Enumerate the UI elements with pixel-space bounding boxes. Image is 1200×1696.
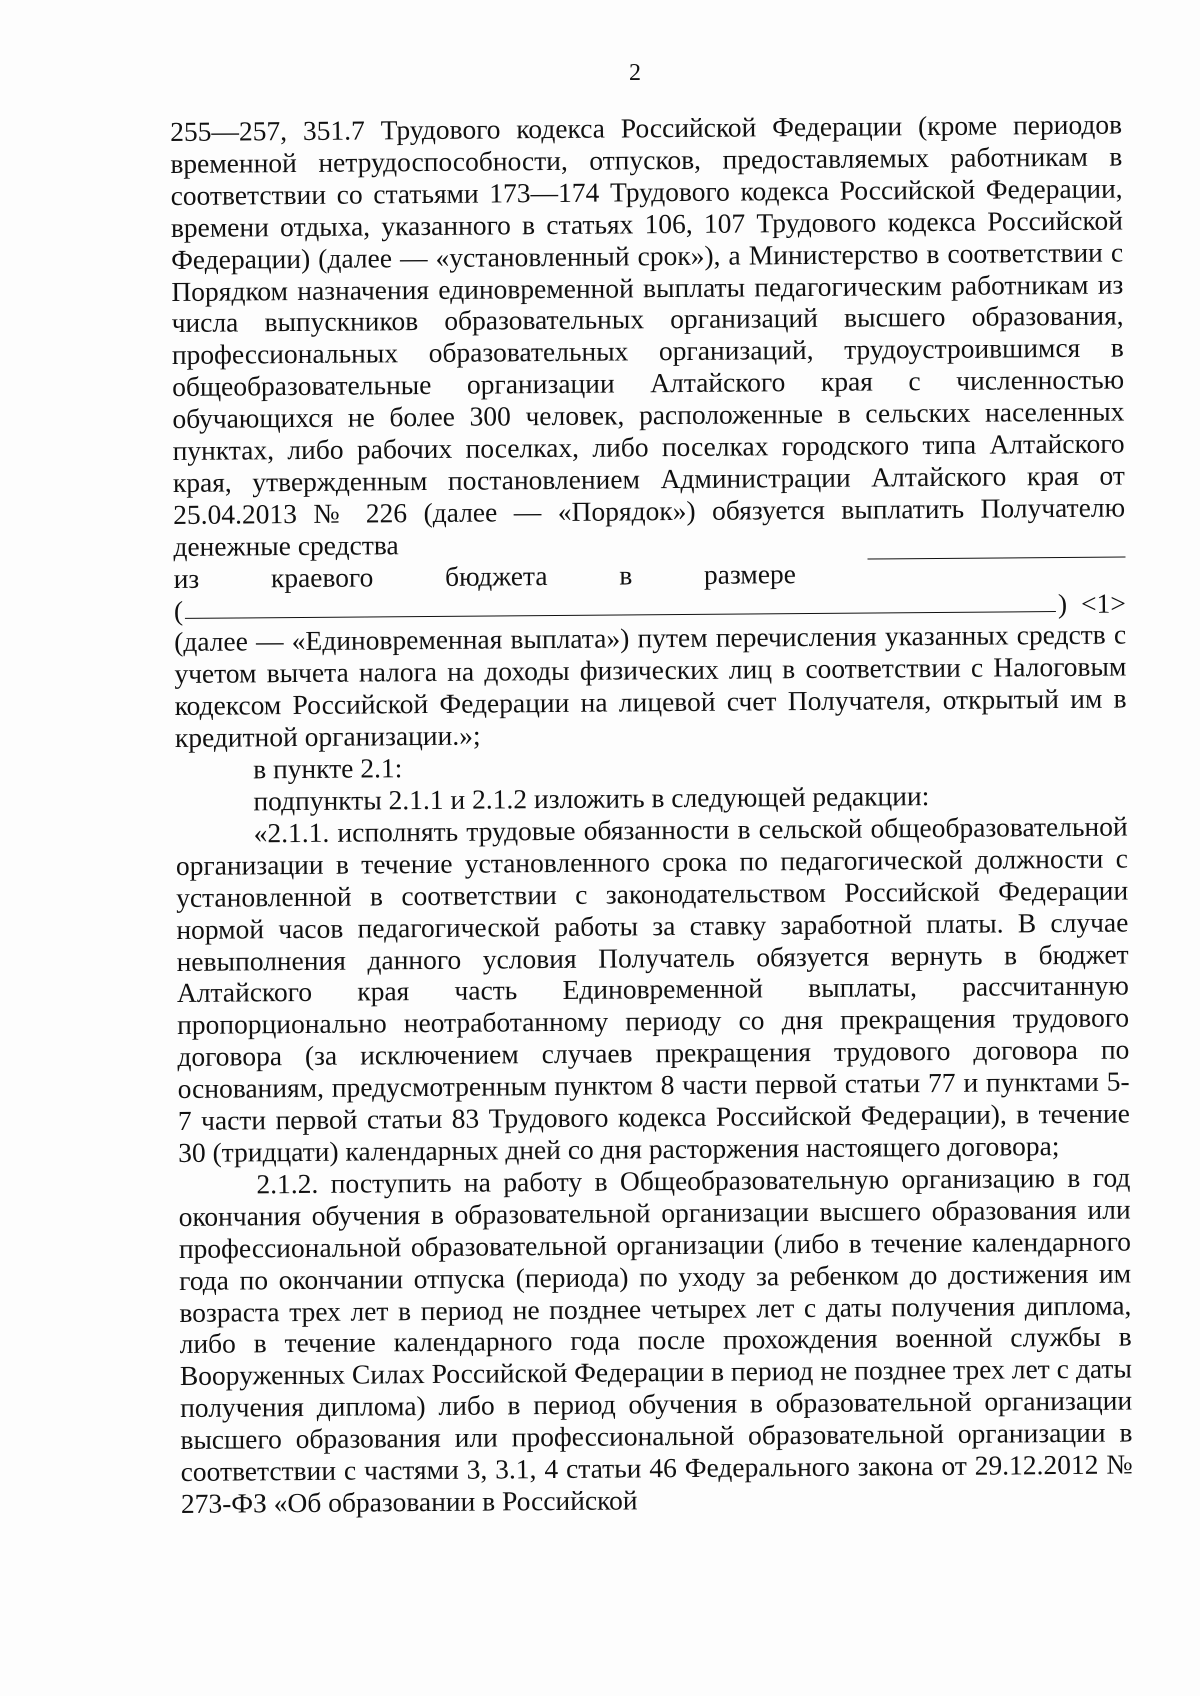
paragraph-clause-2-1: в пункте 2.1: (253, 752, 403, 785)
paragraph-subclauses-intro: подпункты 2.1.1 и 2.1.2 изложить в следующей редакции: (253, 780, 930, 817)
amount-word: в (619, 559, 633, 591)
amount-word: из (173, 562, 200, 594)
paragraph-payment-terms: 255—257, 351.7 Трудового кодекса Российской Федерации (кроме периодов временной нетрудоспособности, отпусков, предоставляемых работникам в соответствии со статьями 173—174 Трудового кодекса Российской Федерации, времени отдыха, указанного в статьях 106, 107 Трудового кодекса Российской Федерации) (далее — «установленный срок»), а Министерство в соответствии с Порядком назначения единовременной выплаты педагогическим работникам из числа выпускников образовательных организаций высшего образования, профессиональных образовательных организаций, трудоустроившимся в общеобразовательные организации Алтайского края с численностью обучающихся не более 300 человек, расположенные в сельских населенных пунктах, либо рабочих поселках, либо поселках городского типа Алтайского края, утвержденным постановлением Администрации Алтайского края от 25.04.2013 № 226 (далее — «Порядок») обязуется выплатить Получателю денежные средства (170, 108, 1126, 562)
close-bracket: ) (1057, 587, 1068, 619)
paragraph-payment-method: (далее — «Единовременная выплата») путем перечисления указанных средств с учетом вычета налога на доходы физических лиц в соответствии с Налоговым кодексом Российской Федерации на лицевой счет Получателя, открытый им в кредитной организации.»; (174, 618, 1127, 754)
amount-word: бюджета (444, 559, 548, 592)
open-bracket: ( (173, 594, 184, 626)
page-number: 2 (629, 60, 641, 86)
amount-word: размере (703, 557, 797, 590)
paragraph-clause-2-1-1: «2.1.1. исполнять трудовые обязанности в сельской общеобразовательной организации в течение установленного срока по педагогической должности с установленной в соответствии с законодательством Российской Федерации нормой часов педагогической работы за ставку заработной платы. В случае невыполнения данного условия Получатель обязуется вернуть в бюджет Алтайского края часть Единовременной выплаты, рассчитанную пропорционально неотработанному периоду со дня прекращения трудового договора (за исключением случаев прекращения трудового договора по основаниям, предусмотренным пунктом 8 части первой статьи 77 и пунктами 5-7 части первой статьи 83 Трудового кодекса Российской Федерации), в течение 30 (тридцати) календарных дней со дня расторжения настоящего договора; (175, 810, 1130, 1168)
footnote-marker: <1> (1080, 587, 1126, 619)
paragraph-clause-2-1-2: 2.1.2. поступить на работу в Общеобразовательную организацию в год окончания обучения в образовательной организации высшего образования или профессиональной образовательной организации (либо в течение календарного года по окончании отпуска (периода) по уходу за ребенком до достижения им возраста трех лет в период не позднее четырех лет с даты получения диплома, либо в течение календарного года после прохождения военной службы в Вооруженных Силах Российской Федерации в период не позднее трех лет с даты получения диплома) либо в период обучения в образовательной организации высшего образования или профессиональной образовательной организации в соответствии с частями 3, 3.1, 4 статьи 46 Федерального закона от 29.12.2012 № 273-ФЗ «Об образовании в Российской (178, 1161, 1133, 1519)
document-body (170, 109, 1133, 1520)
amount-in-words-blank-field (185, 612, 1056, 620)
amount-word: краевого (270, 561, 374, 593)
